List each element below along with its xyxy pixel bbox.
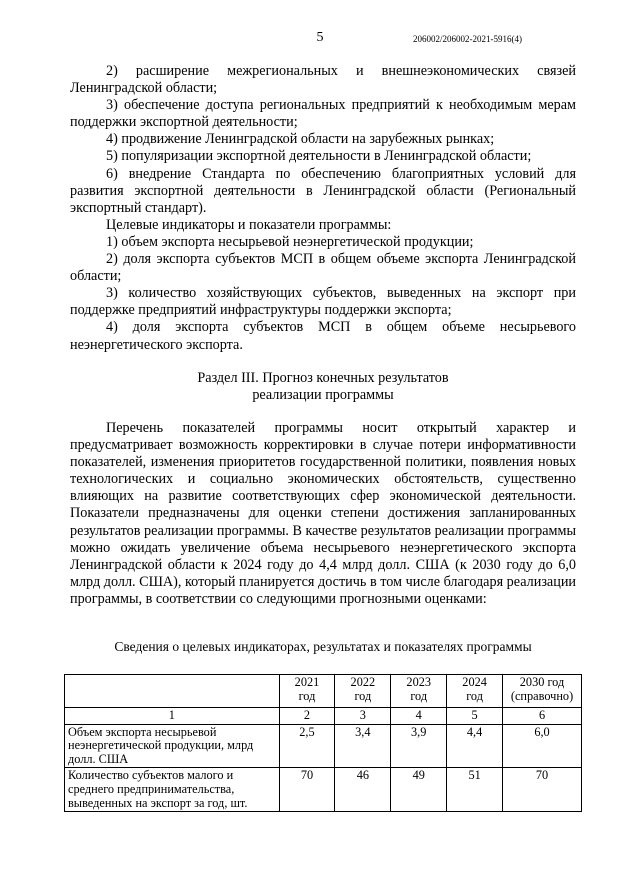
- list-block: [70, 63, 576, 354]
- list-item: 5) популяризации экспортной деятельности в Ленинградской области;: [106, 148, 532, 165]
- table-cell-value: 2023 год: [391, 675, 447, 708]
- body-paragraph-block: [70, 420, 576, 608]
- table-number-row: [65, 708, 582, 725]
- table-row: [65, 724, 582, 768]
- table-cell-value: 6,0: [503, 724, 582, 768]
- list-item: 6) внедрение Стандарта по обеспечению благоприятных условий для развития экспортной деятельности в Ленинградской области (Региональный экспортный стандарт).: [70, 165, 576, 216]
- page-number: 5: [316, 30, 324, 45]
- table-cell-value: 2030 год (справочно): [503, 675, 582, 708]
- document-code: 206002/206002-2021-5916(4): [413, 34, 522, 44]
- table-cell-value: 2,5: [279, 724, 335, 768]
- section-title: [70, 370, 576, 404]
- list-item: 4) продвижение Ленинградской области на зарубежных рынках;: [106, 131, 495, 148]
- table-cell-value: 4: [391, 708, 447, 725]
- table-cell-value: 3,9: [391, 724, 447, 768]
- list-item: 3) количество хозяйствующих субъектов, выведенных на экспорт при поддержке предприятий инфраструктуры поддержки экспорта;: [70, 285, 576, 319]
- list-item: 3) обеспечение доступа региональных предприятий к необходимым мерам поддержки экспортной деятельности;: [70, 97, 576, 131]
- table-caption: Сведения о целевых индикаторах, результатах и показателях программы: [114, 639, 532, 654]
- table-cell-value: 70: [279, 768, 335, 812]
- table-cell-value: 2022 год: [335, 675, 391, 708]
- table-cell-value: 51: [447, 768, 503, 812]
- body-paragraph: Перечень показателей программы носит открытый характер и предусматривает возможность корректировки в случае потери информативности показателей, изменения приоритетов государственной политики, появления новых технологических и социально экономических обстоятельств, существенно влияющих на развитие соответствующих сфер экономической деятельности. Показатели предназначены для оценки степени достижения запланированных результатов реализации программы. В качестве результатов реализации программы можно ожидать увеличение объема несырьевого неэнергетического экспорта Ленинградской области к 2024 году до 4,4 млрд долл. США (к 2030 году до 6,0 млрд долл. США), который планируется достичь в том числе благодаря реализации программы, в соответствии со следующими прогнозными оценками:: [70, 420, 576, 607]
- list-item: 1) объем экспорта несырьевой неэнергетической продукции;: [106, 233, 474, 250]
- table-cell-value: 5: [447, 708, 503, 725]
- table-cell-label: Количество субъектов малого и среднего предпринимательства, выведенных на экспорт за год, шт.: [65, 768, 280, 812]
- table-row: [65, 768, 582, 812]
- table-cell-label: Объем экспорта несырьевой неэнергетической продукции, млрд долл. США: [65, 724, 280, 768]
- table-cell-value: 2: [279, 708, 335, 725]
- table-cell-value: 4,4: [447, 724, 503, 768]
- table-cell-value: 3: [335, 708, 391, 725]
- table-cell-value: 3,4: [335, 724, 391, 768]
- table-cell-value: 6: [503, 708, 582, 725]
- table-cell-value: 49: [391, 768, 447, 812]
- list-item: 2) расширение межрегиональных и внешнеэкономических связей Ленинградской области;: [70, 63, 576, 97]
- table-header-row: [65, 675, 582, 708]
- indicators-heading: Целевые индикаторы и показатели программы:: [106, 216, 392, 233]
- table-cell-value: 70: [503, 768, 582, 812]
- section-title-line2: реализации программы: [252, 387, 394, 403]
- table-cell-value: 2024 год: [447, 675, 503, 708]
- table-cell-value: 2021 год: [279, 675, 335, 708]
- indicators-table: [64, 674, 582, 812]
- table-cell-label: [65, 675, 280, 708]
- table-cell-label: 1: [65, 708, 280, 725]
- table-cell-value: 46: [335, 768, 391, 812]
- section-title-line1: Раздел III. Прогноз конечных результатов: [197, 370, 449, 386]
- list-item: 4) доля экспорта субъектов МСП в общем объеме несырьевого неэнергетического экспорта.: [70, 319, 576, 353]
- list-item: 2) доля экспорта субъектов МСП в общем объеме экспорта Ленинградской области;: [70, 251, 576, 285]
